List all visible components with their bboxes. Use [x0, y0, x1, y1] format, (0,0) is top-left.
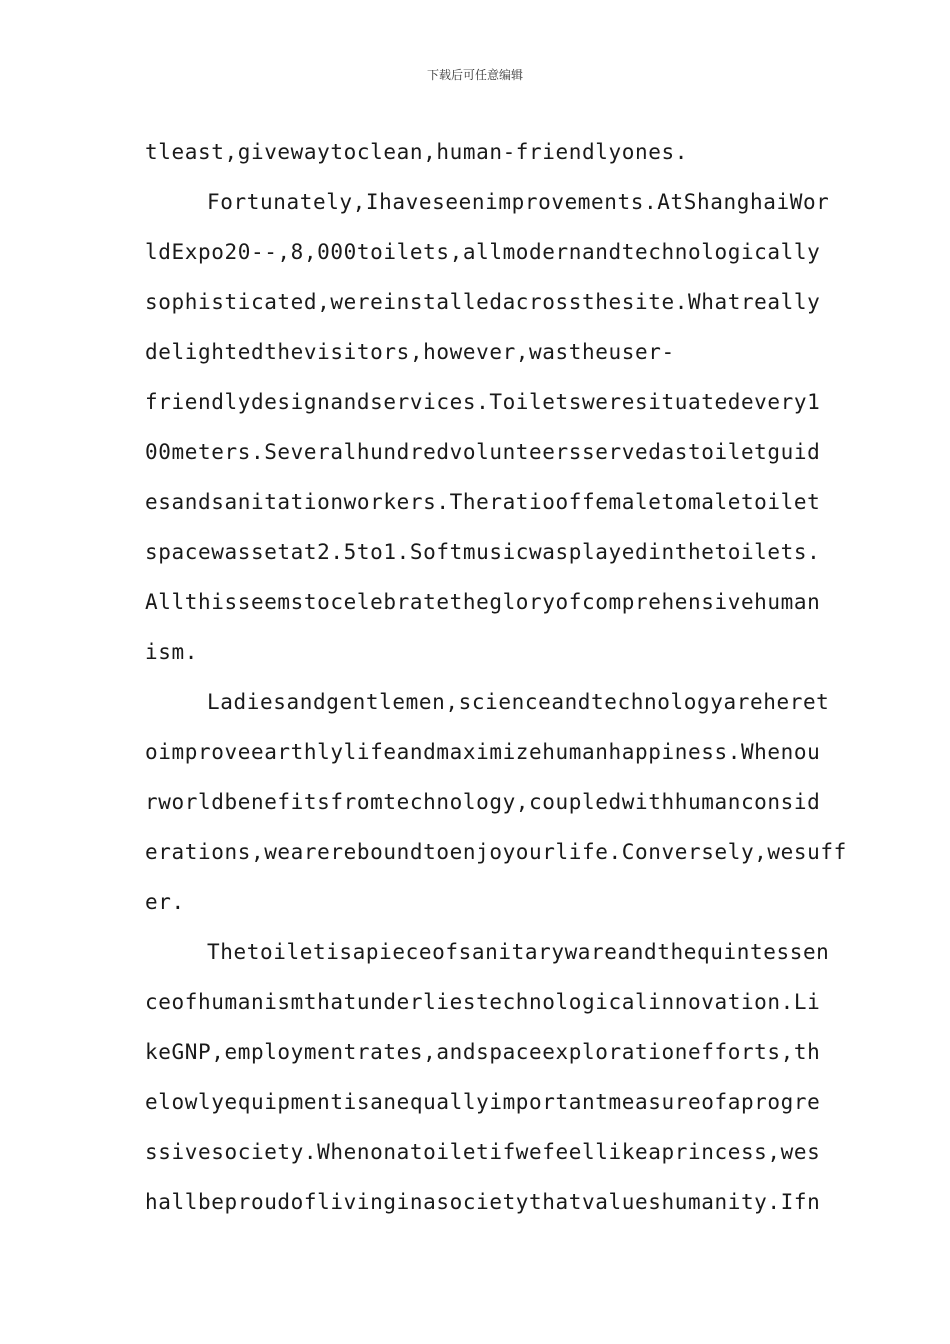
- text-line: Thetoiletisapieceofsanitarywareandthequintessen: [207, 940, 830, 964]
- text-line: spacewassetat2.5to1.Softmusicwasplayedinthetoilets.: [145, 540, 821, 564]
- text-line: ssivesociety.Whenonatoiletifwefeellikeaprincess,wes: [145, 1140, 821, 1164]
- document-body: [145, 127, 847, 1227]
- text-line: delightedthevisitors,however,wastheuser-: [145, 340, 675, 364]
- text-line: ceofhumanismthatunderliestechnologicalinnovation.Li: [145, 990, 821, 1014]
- text-line: oimproveearthlylifeandmaximizehumanhappiness.Whenou: [145, 740, 821, 764]
- text-line: erations,wearereboundtoenjoyourlife.Conversely,wesuff: [145, 840, 847, 864]
- text-line: sophisticated,wereinstalledacrossthesite.Whatreally: [145, 290, 821, 314]
- page-header: 下载后可任意编辑: [426, 68, 523, 82]
- text-line: Fortunately,Ihaveseenimprovements.AtShanghaiWor: [207, 190, 830, 214]
- text-line: keGNP,employmentrates,andspaceexplorationefforts,th: [145, 1040, 821, 1064]
- text-line: Ladiesandgentlemen,scienceandtechnologyareheret: [207, 690, 830, 714]
- text-line: ism.: [145, 640, 198, 664]
- text-line: rworldbenefitsfromtechnology,coupledwithhumanconsid: [145, 790, 821, 814]
- text-line: esandsanitationworkers.Theratiooffemaletomaletoilet: [145, 490, 821, 514]
- text-line: elowlyequipmentisanequallyimportantmeasureofaprogre: [145, 1090, 821, 1114]
- text-line: tleast,givewaytoclean,human-friendlyones.: [145, 140, 688, 164]
- text-line: ldExpo20--,8,000toilets,allmodernandtechnologically: [145, 240, 821, 264]
- text-line: 00meters.Severalhundredvolunteersservedastoiletguid: [145, 440, 821, 464]
- text-line: hallbeproudoflivinginasocietythatvalueshumanity.Ifn: [145, 1190, 821, 1214]
- text-line: Allthisseemstocelebratethegloryofcomprehensivehuman: [145, 590, 821, 614]
- text-line: friendlydesignandservices.Toiletsweresituatedevery1: [145, 390, 821, 414]
- text-line: er.: [145, 890, 185, 914]
